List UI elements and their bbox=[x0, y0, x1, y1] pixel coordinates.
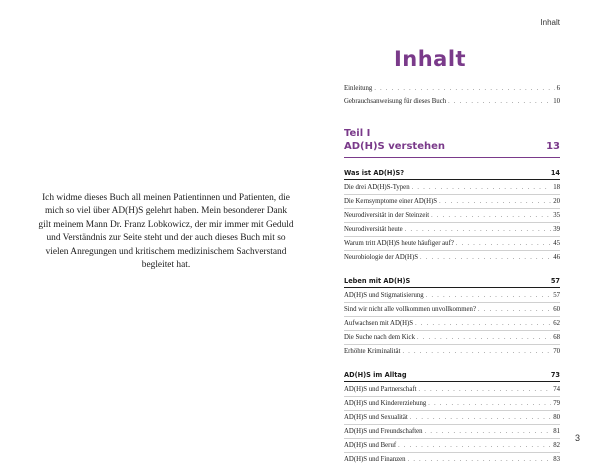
chapter-title: Leben mit AD(H)S bbox=[344, 277, 411, 285]
toc-entry[interactable] bbox=[344, 439, 560, 453]
toc-entry-title: Einleitung bbox=[344, 85, 373, 92]
toc-entry-page: 6 bbox=[556, 85, 560, 92]
chapter-was-ist-adhs bbox=[344, 167, 560, 264]
toc-entry-page: 62 bbox=[553, 320, 560, 327]
toc-entry[interactable] bbox=[344, 453, 560, 466]
toc-entry-page: 74 bbox=[553, 386, 560, 393]
dot-leader bbox=[478, 304, 551, 317]
toc-entry-page: 79 bbox=[553, 400, 560, 407]
toc-entry[interactable] bbox=[344, 345, 560, 358]
chapter-heading[interactable] bbox=[344, 369, 560, 382]
toc-entry-title: Neurodiversität heute bbox=[344, 226, 403, 233]
toc-entry-title: Gebrauchsanweisung für dieses Buch bbox=[344, 98, 447, 105]
toc-entry-title: AD(H)S und Partnerschaft bbox=[344, 386, 417, 393]
dot-leader bbox=[417, 332, 551, 345]
toc-entry[interactable] bbox=[344, 317, 560, 331]
toc-entry-page: 82 bbox=[553, 442, 560, 449]
toc-entry-page: 18 bbox=[553, 184, 560, 191]
chapter-page: 57 bbox=[550, 277, 560, 285]
toc-entry-title: Neurobiologie der AD(H)S bbox=[344, 254, 418, 261]
toc-entry-title: AD(H)S und Sexualität bbox=[344, 414, 408, 421]
table-of-contents bbox=[344, 82, 560, 466]
toc-entry[interactable] bbox=[344, 251, 560, 264]
dot-leader bbox=[439, 196, 551, 209]
toc-entry[interactable] bbox=[344, 181, 560, 195]
toc-entry-page: 80 bbox=[553, 414, 560, 421]
part-page: 13 bbox=[546, 141, 560, 152]
toc-entry-page: 20 bbox=[553, 198, 560, 205]
dot-leader bbox=[418, 384, 551, 397]
toc-entry[interactable] bbox=[344, 209, 560, 223]
toc-entry-page: 70 bbox=[553, 348, 560, 355]
toc-entry-title: Die Kernsymptome einer AD(H)S bbox=[344, 198, 438, 205]
chapter-page: 73 bbox=[550, 371, 560, 379]
toc-entry-title: Warum tritt AD(H)S heute häufiger auf? bbox=[344, 240, 454, 247]
toc-entry[interactable] bbox=[344, 303, 560, 317]
dot-leader bbox=[398, 440, 551, 453]
chapter-title: Was ist AD(H)S? bbox=[344, 169, 405, 177]
dot-leader bbox=[428, 398, 551, 411]
part-heading[interactable] bbox=[344, 140, 560, 158]
toc-entry-title: Aufwachsen mit AD(H)S bbox=[344, 320, 414, 327]
toc-entry-title: Sind wir nicht alle vollkommen unvollkommen? bbox=[344, 306, 476, 313]
toc-entry[interactable] bbox=[344, 383, 560, 397]
toc-entry[interactable] bbox=[344, 223, 560, 237]
dot-leader bbox=[405, 224, 552, 237]
toc-entry[interactable] bbox=[344, 195, 560, 209]
toc-entry-title: AD(H)S und Freundschaften bbox=[344, 428, 423, 435]
toc-entry-page: 39 bbox=[553, 226, 560, 233]
toc-entry-title: AD(H)S und Beruf bbox=[344, 442, 397, 449]
chapter-title: AD(H)S im Alltag bbox=[344, 371, 407, 379]
toc-entry-page: 57 bbox=[553, 292, 560, 299]
chapter-leben-mit-adhs bbox=[344, 275, 560, 358]
page-title: Inhalt bbox=[393, 47, 467, 71]
chapter-heading[interactable] bbox=[344, 275, 560, 288]
dot-leader bbox=[408, 454, 552, 467]
dot-leader bbox=[456, 238, 551, 251]
toc-entry[interactable] bbox=[344, 331, 560, 345]
part-title: AD(H)S verstehen bbox=[344, 141, 446, 152]
toc-entry[interactable] bbox=[344, 411, 560, 425]
toc-entry[interactable] bbox=[344, 237, 560, 251]
chapter-heading[interactable] bbox=[344, 167, 560, 180]
dot-leader bbox=[420, 252, 551, 265]
dot-leader bbox=[412, 182, 552, 195]
dot-leader bbox=[448, 96, 551, 109]
toc-entry-page: 45 bbox=[553, 240, 560, 247]
toc-entry-title: Die Suche nach dem Kick bbox=[344, 334, 415, 341]
part-one bbox=[344, 128, 560, 466]
toc-entry-einleitung[interactable] bbox=[344, 82, 560, 95]
toc-entry[interactable] bbox=[344, 425, 560, 439]
chapter-page: 14 bbox=[550, 169, 560, 177]
toc-entry[interactable] bbox=[344, 289, 560, 303]
toc-entry[interactable] bbox=[344, 397, 560, 411]
toc-entry-page: 68 bbox=[553, 334, 560, 341]
dedication-text: Ich widme dieses Buch all meinen Patientinnen und Patienten, die mich so viel über AD(H)S gelehrt haben. Mein besonderer Dank gilt meinem Mann Dr. Franz Lobkowicz, der mir immer mit Geduld und Verständnis zur Seite steht und der auch dieses Buch mit so vielen Anregungen und kritischem medizinischem Sachverstand begleitet hat. bbox=[38, 193, 294, 271]
dot-leader bbox=[426, 290, 552, 303]
dot-leader bbox=[415, 318, 551, 331]
running-head: Inhalt bbox=[540, 18, 560, 27]
toc-entry-page: 46 bbox=[553, 254, 560, 261]
toc-entry-gebrauchsanweisung[interactable] bbox=[344, 95, 560, 108]
toc-entry-page: 10 bbox=[553, 98, 560, 105]
toc-entry-page: 35 bbox=[553, 212, 560, 219]
page-number: 3 bbox=[574, 433, 580, 443]
toc-entry-title: AD(H)S und Finanzen bbox=[344, 456, 406, 463]
dot-leader bbox=[410, 412, 551, 425]
toc-entry-page: 83 bbox=[553, 456, 560, 463]
dot-leader bbox=[402, 346, 551, 359]
dot-leader bbox=[425, 426, 552, 439]
chapter-adhs-im-alltag bbox=[344, 369, 560, 466]
right-page bbox=[300, 0, 600, 467]
dot-leader bbox=[431, 210, 551, 223]
toc-entry-title: Erhöhte Kriminalität bbox=[344, 348, 401, 355]
toc-entry-page: 81 bbox=[553, 428, 560, 435]
part-label: Teil I bbox=[344, 128, 371, 139]
toc-entry-title: AD(H)S und Kindererziehung bbox=[344, 400, 427, 407]
toc-entry-title: AD(H)S und Stigmatisierung bbox=[344, 292, 424, 299]
toc-entry-title: Die drei AD(H)S-Typen bbox=[344, 184, 410, 191]
toc-entry-title: Neurodiversität in der Steinzeit bbox=[344, 212, 430, 219]
toc-entry-page: 60 bbox=[553, 306, 560, 313]
